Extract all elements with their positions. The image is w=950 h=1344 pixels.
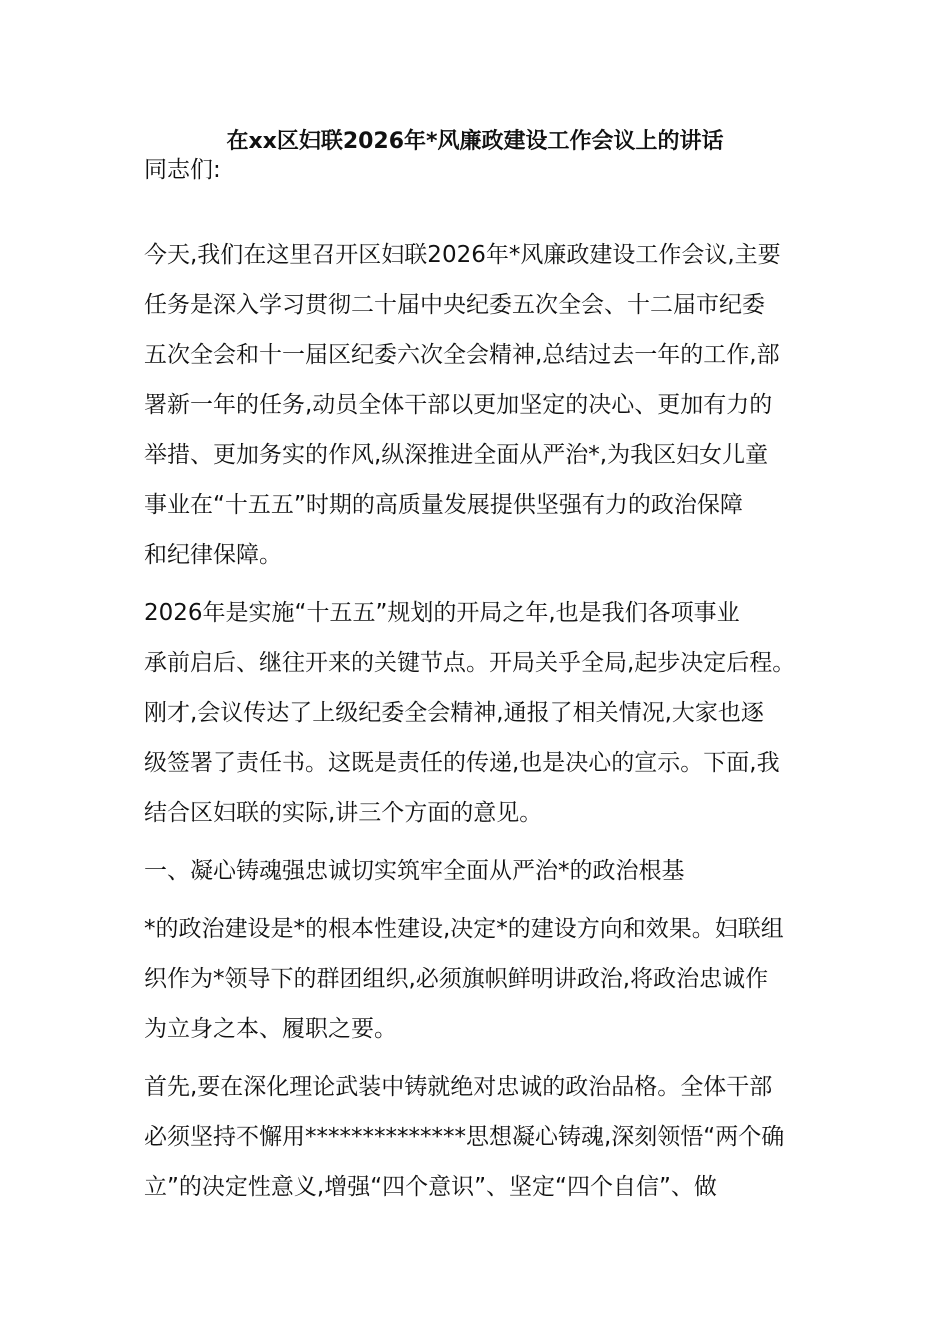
text-line: 刚才,会议传达了上级纪委全会精神,通报了相关情况,大家也逐 <box>144 700 764 726</box>
section-heading-one <box>144 851 814 901</box>
text-line: 首先,要在深化理论武装中铸就绝对忠诚的政治品格。全体干部 <box>144 1074 773 1100</box>
text-line: 必须坚持不懈用**************思想凝心铸魂,深刻领悟“两个确 <box>144 1124 785 1150</box>
text-line: 任务是深入学习贯彻二十届中央纪委五次全会、十二届市纪委 <box>144 292 765 318</box>
paragraph-context <box>144 593 814 843</box>
paragraph-political-building <box>144 909 814 1059</box>
text-line: 织作为*领导下的群团组织,必须旗帜鲜明讲政治,将政治忠诚作 <box>144 966 769 992</box>
text-line: 和纪律保障。 <box>144 542 282 568</box>
text-line: 事业在“十五五”时期的高质量发展提供坚强有力的政治保障 <box>144 492 743 518</box>
text-line: 今天,我们在这里召开区妇联2026年*风廉政建设工作会议,主要 <box>144 242 781 268</box>
text-line: 级签署了责任书。这既是责任的传递,也是决心的宣示。下面,我 <box>144 750 780 776</box>
text-line: 承前启后、继往开来的关键节点。开局关乎全局,起步决定后程。 <box>144 650 796 676</box>
document-title: 在xx区妇联2026年*风廉政建设工作会议上的讲话 <box>226 129 724 154</box>
paragraph-intro <box>144 235 814 585</box>
text-line: *的政治建设是*的根本性建设,决定*的建设方向和效果。妇联组 <box>144 916 784 942</box>
text-line: 2026年是实施“十五五”规划的开局之年,也是我们各项事业 <box>144 600 740 626</box>
salutation: 同志们: <box>144 157 221 183</box>
text-line: 结合区妇联的实际,讲三个方面的意见。 <box>144 800 543 826</box>
text-line: 署新一年的任务,动员全体干部以更加坚定的决心、更加有力的 <box>144 392 773 418</box>
text-line: 为立身之本、履职之要。 <box>144 1016 397 1042</box>
text-line: 举措、更加务实的作风,纵深推进全面从严治*,为我区妇女儿童 <box>144 442 769 468</box>
document-body <box>144 235 814 1225</box>
text-line: 五次全会和十一届区纪委六次全会精神,总结过去一年的工作,部 <box>144 342 780 368</box>
section-heading-text: 一、凝心铸魂强忠诚切实筑牢全面从严治*的政治根基 <box>144 858 685 884</box>
text-line: 立”的决定性意义,增强“四个意识”、坚定“四个自信”、做 <box>144 1174 717 1200</box>
paragraph-first-point <box>144 1067 814 1217</box>
